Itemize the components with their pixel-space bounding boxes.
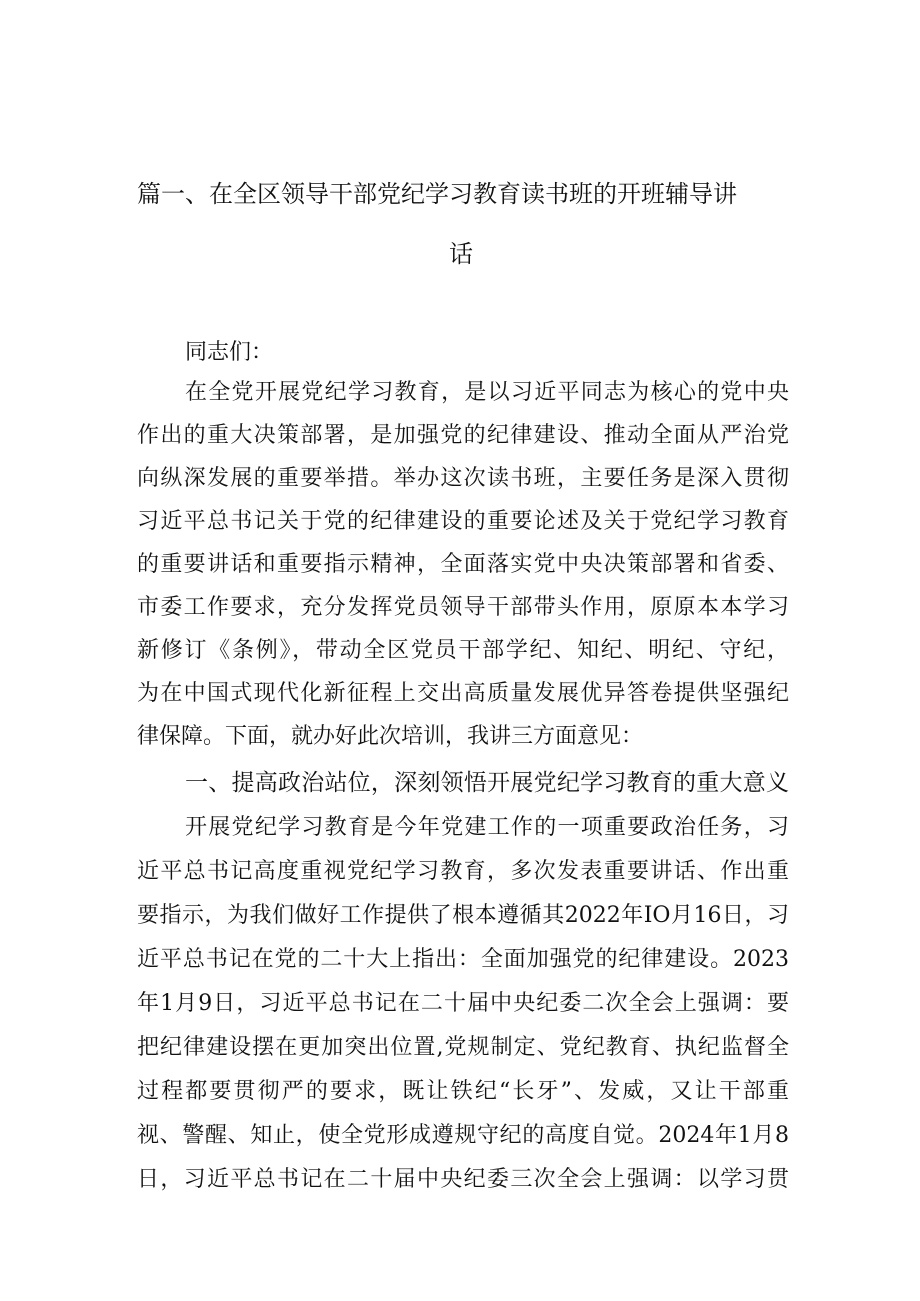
paragraph-line: 年1月9日，习近平总书记在二十届中央纪委二次全会上强调：要 — [137, 991, 789, 1016]
paragraph-line: 把纪律建设摆在更加突出位置,党规制定、党纪教育、执纪监督全 — [137, 1035, 789, 1060]
section-heading-1: 一、提高政治站位，深刻领悟开展党纪学习教育的重大意义 — [185, 770, 789, 796]
paragraph-line: 日，习近平总书记在二十届中央纪委三次全会上强调：以学习贯 — [137, 1167, 789, 1192]
paragraph-line: 的重要讲话和重要指示精神，全面落实党中央决策部署和省委、 — [137, 552, 789, 577]
paragraph-line: 过程都要贯彻严的要求，既让铁纪“长牙”、发威，又让干部重 — [137, 1079, 789, 1104]
document-title-line-1: 篇一、在全区领导干部党纪学习教育读书班的开班辅导讲 — [137, 180, 737, 208]
paragraph-line: 在全党开展党纪学习教育，是以习近平同志为核心的党中央 — [185, 380, 789, 405]
paragraph-line: 作出的重大决策部署，是加强党的纪律建设、推动全面从严治党 — [137, 423, 789, 448]
paragraph-line: 向纵深发展的重要举措。举办这次读书班，主要任务是深入贯彻 — [137, 466, 789, 491]
paragraph-line: 新修订《条例》，带动全区党员干部学纪、知纪、明纪、守纪， — [137, 638, 789, 663]
paragraph-line: 习近平总书记关于党的纪律建设的重要论述及关于党纪学习教育 — [137, 509, 789, 534]
paragraph-line: 律保障。下面，就办好此次培训，我讲三方面意见： — [137, 724, 644, 749]
greeting: 同志们： — [185, 340, 274, 365]
paragraph-line: 要指示，为我们做好工作提供了根本遵循其2022年IO月16日，习 — [137, 903, 789, 928]
paragraph-line: 开展党纪学习教育是今年党建工作的一项重要政治任务，习 — [185, 815, 789, 840]
paragraph-line: 为在中国式现代化新征程上交出高质量发展优异答卷提供坚强纪 — [137, 681, 789, 706]
document-title-line-2: 话 — [449, 240, 473, 268]
paragraph-line: 近平总书记在党的二十大上指出：全面加强党的纪律建设。2023 — [137, 947, 789, 972]
paragraph-line: 视、警醒、知止，使全党形成遵规守纪的高度自觉。2024年1月8 — [137, 1123, 789, 1148]
paragraph-line: 近平总书记高度重视党纪学习教育，多次发表重要讲话、作出重 — [137, 859, 789, 884]
paragraph-line: 市委工作要求，充分发挥党员领导干部带头作用，原原本本学习 — [137, 595, 789, 620]
